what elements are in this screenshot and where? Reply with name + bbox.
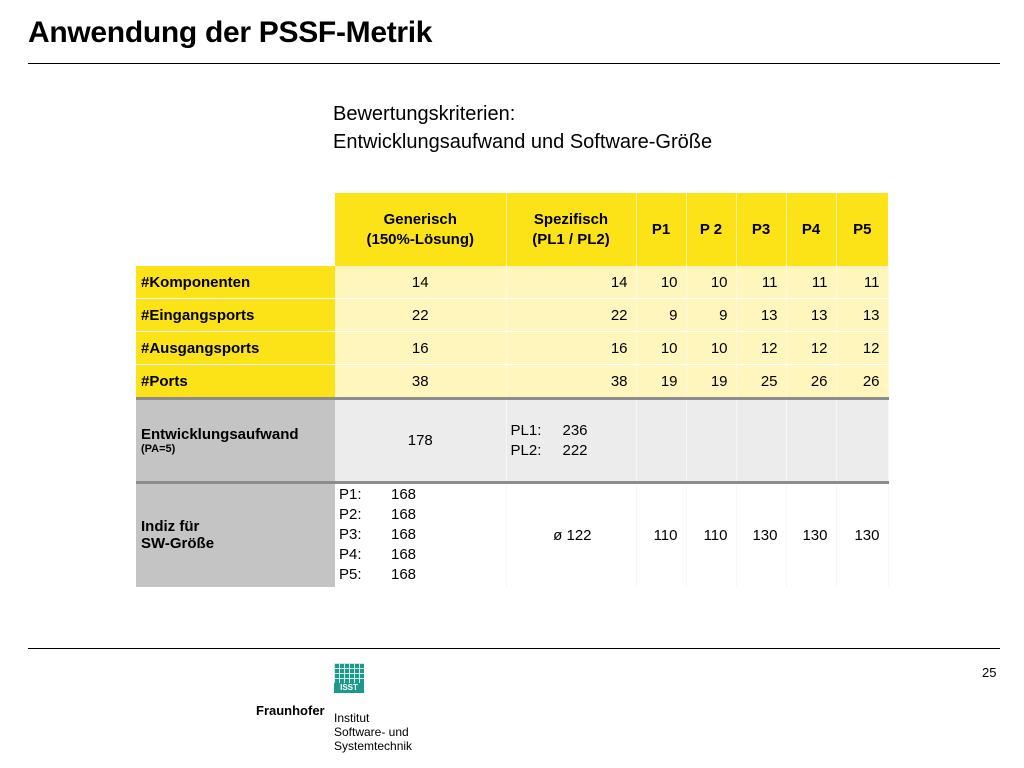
slide-title: Anwendung der PSSF-Metrik bbox=[28, 16, 433, 49]
header-generisch: Generisch (150%-Lösung) bbox=[335, 193, 506, 266]
cell-p3: 25 bbox=[736, 365, 786, 399]
row-label: #Eingangsports bbox=[136, 299, 335, 332]
cell-p1: 19 bbox=[636, 365, 686, 399]
cell-indiz-p5: 130 bbox=[836, 483, 888, 587]
row-label-aufwand: Entwicklungsaufwand (PA=5) bbox=[136, 399, 335, 483]
header-p4: P4 bbox=[786, 193, 836, 266]
cell-p3: 13 bbox=[736, 299, 786, 332]
cell-p5: 13 bbox=[836, 299, 888, 332]
cell-indiz-p3: 130 bbox=[736, 483, 786, 587]
row-sublabel: (PA=5) bbox=[141, 443, 176, 455]
cell-p2: 10 bbox=[686, 332, 736, 365]
cell-p3: 11 bbox=[736, 266, 786, 299]
title-divider bbox=[28, 63, 1000, 64]
cell-p5: 11 bbox=[836, 266, 888, 299]
row-label: #Komponenten bbox=[136, 266, 335, 299]
row-label: #Ausgangsports bbox=[136, 332, 335, 365]
cell-spezifisch: 16 bbox=[506, 332, 636, 365]
cell-p1: 9 bbox=[636, 299, 686, 332]
row-label-indiz: Indiz für SW-Größe bbox=[136, 483, 335, 587]
row-label: #Ports bbox=[136, 365, 335, 399]
cell-indiz-p1: 110 bbox=[636, 483, 686, 587]
cell-aufwand-p4 bbox=[786, 399, 836, 483]
cell-p4: 11 bbox=[786, 266, 836, 299]
cell-p4: 13 bbox=[786, 299, 836, 332]
cell-spezifisch: 14 bbox=[506, 266, 636, 299]
table-row bbox=[136, 266, 888, 299]
cell-indiz-spezifisch: ø 122 bbox=[506, 483, 636, 587]
cell-indiz-p4: 130 bbox=[786, 483, 836, 587]
table-row-aufwand bbox=[136, 399, 888, 483]
cell-p1: 10 bbox=[636, 266, 686, 299]
table-row bbox=[136, 365, 888, 399]
header-p5: P5 bbox=[836, 193, 888, 266]
institute-name: Institut Software- und Systemtechnik bbox=[334, 711, 413, 753]
cell-generisch: 14 bbox=[335, 266, 506, 299]
table-row-indiz bbox=[136, 483, 888, 587]
cell-indiz-p2: 110 bbox=[686, 483, 736, 587]
subtitle-line-2: Entwicklungsaufwand und Software-Größe bbox=[333, 131, 713, 153]
corner-cell bbox=[136, 193, 335, 266]
cell-p5: 26 bbox=[836, 365, 888, 399]
cell-p1: 10 bbox=[636, 332, 686, 365]
fraunhofer-wordmark: Fraunhofer bbox=[256, 703, 325, 718]
cell-generisch: 16 bbox=[335, 332, 506, 365]
table-row bbox=[136, 332, 888, 365]
cell-spezifisch: 22 bbox=[506, 299, 636, 332]
cell-aufwand-p2 bbox=[686, 399, 736, 483]
table-row bbox=[136, 299, 888, 332]
subtitle-line-1: Bewertungskriterien: bbox=[333, 103, 516, 125]
cell-generisch: 38 bbox=[335, 365, 506, 399]
subtitle bbox=[333, 100, 712, 156]
cell-aufwand-generisch: 178 bbox=[335, 399, 506, 483]
cell-p2: 10 bbox=[686, 266, 736, 299]
header-p1: P1 bbox=[636, 193, 686, 266]
logo-badge-text: ISST bbox=[340, 683, 358, 692]
cell-aufwand-p1 bbox=[636, 399, 686, 483]
page-number: 25 bbox=[982, 665, 997, 680]
footer-divider bbox=[28, 648, 1000, 649]
cell-p4: 26 bbox=[786, 365, 836, 399]
cell-spezifisch: 38 bbox=[506, 365, 636, 399]
cell-aufwand-spezifisch: PL1: 236 PL2: 222 bbox=[506, 399, 636, 483]
header-spezifisch: Spezifisch (PL1 / PL2) bbox=[506, 193, 636, 266]
cell-generisch: 22 bbox=[335, 299, 506, 332]
cell-p2: 19 bbox=[686, 365, 736, 399]
isst-logo-icon bbox=[334, 663, 364, 693]
cell-p3: 12 bbox=[736, 332, 786, 365]
cell-p4: 12 bbox=[786, 332, 836, 365]
cell-p5: 12 bbox=[836, 332, 888, 365]
cell-aufwand-p5 bbox=[836, 399, 888, 483]
cell-aufwand-p3 bbox=[736, 399, 786, 483]
header-p3: P3 bbox=[736, 193, 786, 266]
metrics-table bbox=[136, 193, 889, 587]
header-p2: P 2 bbox=[686, 193, 736, 266]
cell-p2: 9 bbox=[686, 299, 736, 332]
cell-indiz-generisch: P1: 168 P2: 168 P3: 168 P4: 168 P5: 168 bbox=[335, 483, 506, 587]
